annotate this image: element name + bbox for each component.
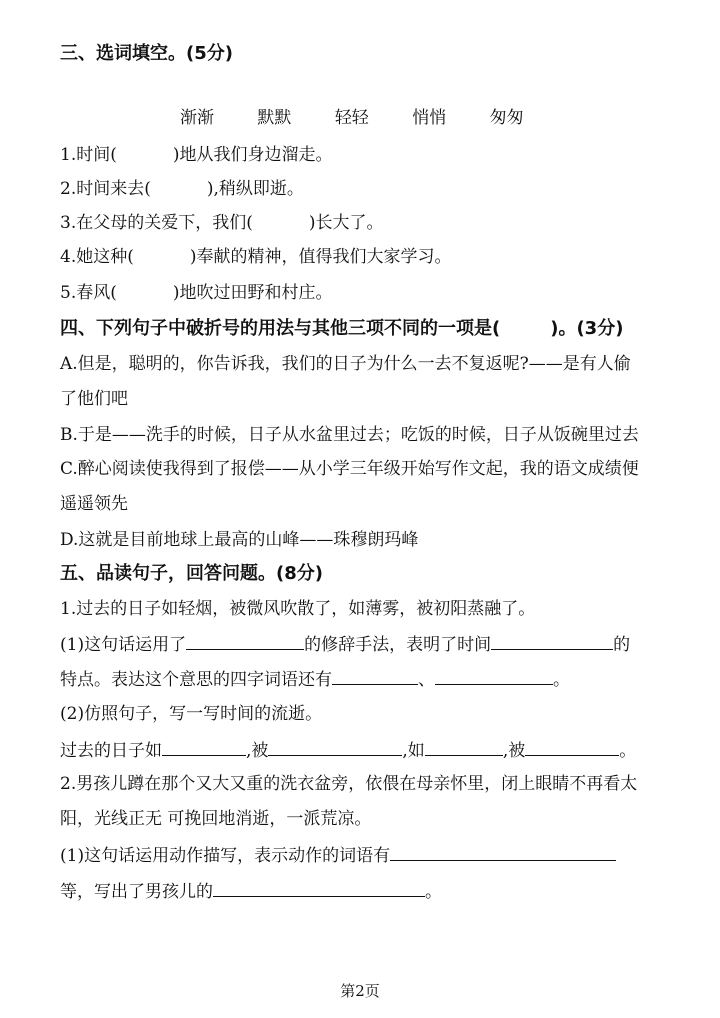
section5-title: 五、品读句子，回答问题。(8分): [60, 563, 323, 584]
option-a-line1: A.但是，聪明的，你告诉我，我们的日子为什么一去不复返呢?——是有人偷: [60, 354, 631, 374]
answer-blank[interactable]: [435, 666, 553, 685]
option-c-line1: C.醉心阅读使我得到了报偿——从小学三年级开始写作文起，我的语文成绩便: [60, 459, 639, 479]
word-bank-item: 轻轻: [334, 108, 369, 128]
q2-1-line2: 等，写出了男孩儿的 。: [60, 878, 442, 904]
answer-blank[interactable]: [425, 737, 503, 756]
word-bank-item: 渐渐: [180, 108, 214, 128]
q1-2-imitation: 过去的日子如 ,被 ,如 ,被 。: [60, 737, 636, 763]
option-d: D.这就是目前地球上最高的山峰——珠穆朗玛峰: [60, 530, 419, 550]
option-c-line2: 遥遥领先: [60, 494, 128, 514]
fill-item-4: 4.她这种( )奉献的精神，值得我们大家学习。: [60, 247, 452, 267]
answer-blank[interactable]: [525, 737, 619, 756]
section3-title: 三、选词填空。(5分): [60, 43, 233, 64]
section4-title: 四、下列句子中破折号的用法与其他三项不同的一项是( )。(3分): [60, 318, 624, 339]
word-bank-item: 悄悄: [412, 108, 447, 128]
word-bank-item: 匆匆: [489, 108, 524, 128]
answer-blank[interactable]: [162, 737, 246, 756]
q1-sentence: 1.过去的日子如轻烟，被微风吹散了，如薄雾，被初阳蒸融了。: [60, 599, 536, 619]
answer-blank[interactable]: [332, 666, 418, 685]
q1-1-line2: 特点。表达这个意思的四字词语还有 、 。: [60, 666, 570, 692]
q2-sentence-line1: 2.男孩儿蹲在那个又大又重的洗衣盆旁，依偎在母亲怀里，闭上眼睛不再看太: [60, 774, 638, 794]
q2-1-line1: (1)这句话运用动作描写，表示动作的词语有: [60, 842, 616, 868]
fill-item-3: 3.在父母的关爱下，我们( )长大了。: [60, 213, 384, 233]
word-bank: [180, 106, 562, 130]
answer-blank[interactable]: [186, 631, 304, 650]
fill-item-2: 2.时间来去( ),稍纵即逝。: [60, 179, 304, 199]
option-a-line2: 了他们吧: [60, 389, 128, 409]
option-b: B.于是——洗手的时候，日子从水盆里过去；吃饭的时候，日子从饭碗里过去: [60, 425, 639, 445]
fill-item-5: 5.春风( )地吹过田野和村庄。: [60, 283, 333, 303]
page-number: 第2页: [340, 982, 380, 1000]
q1-2-prompt: (2)仿照句子，写一写时间的流逝。: [60, 704, 323, 724]
answer-blank[interactable]: [213, 878, 425, 897]
q2-sentence-line2: 阳，光线正无 可挽回地消逝，一派荒凉。: [60, 809, 372, 829]
answer-blank[interactable]: [491, 631, 613, 650]
fill-item-1: 1.时间( )地从我们身边溜走。: [60, 145, 333, 165]
q1-1-line1: (1)这句话运用了 的修辞手法，表明了时间 的: [60, 631, 630, 657]
answer-blank[interactable]: [268, 737, 402, 756]
word-bank-item: 默默: [257, 108, 292, 128]
answer-blank[interactable]: [390, 842, 616, 861]
